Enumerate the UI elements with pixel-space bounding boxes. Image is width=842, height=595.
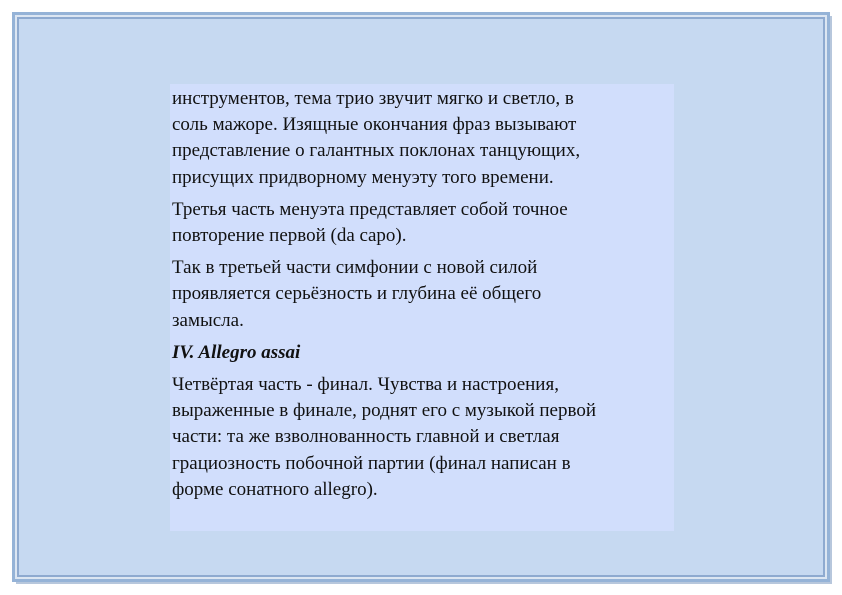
paragraph-da-capo: Третья часть менуэта представляет собой точное повторение первой (da capo). (172, 198, 568, 247)
section-heading: IV. Allegro assai (172, 341, 301, 363)
paragraph-finale: Четвёртая часть - финал. Чувства и настроения, выраженные в финале, роднят его с музыкой первой части: та же взволнованность главной и светлая грациозность побочной партии (финал написан в форме сонатного allegro). (172, 374, 597, 500)
paragraph-trio: инструментов, тема трио звучит мягко и светло, в соль мажоре. Изящные окончания фраз вызывают представление о галантных поклонах танцующих, присущих придворному менуэту того времени. (172, 88, 581, 188)
paragraph-third-part: Так в третьей части симфонии с новой силой проявляется серьёзность и глубина её общего замысла. (172, 257, 542, 331)
slide-text-box (170, 84, 674, 531)
